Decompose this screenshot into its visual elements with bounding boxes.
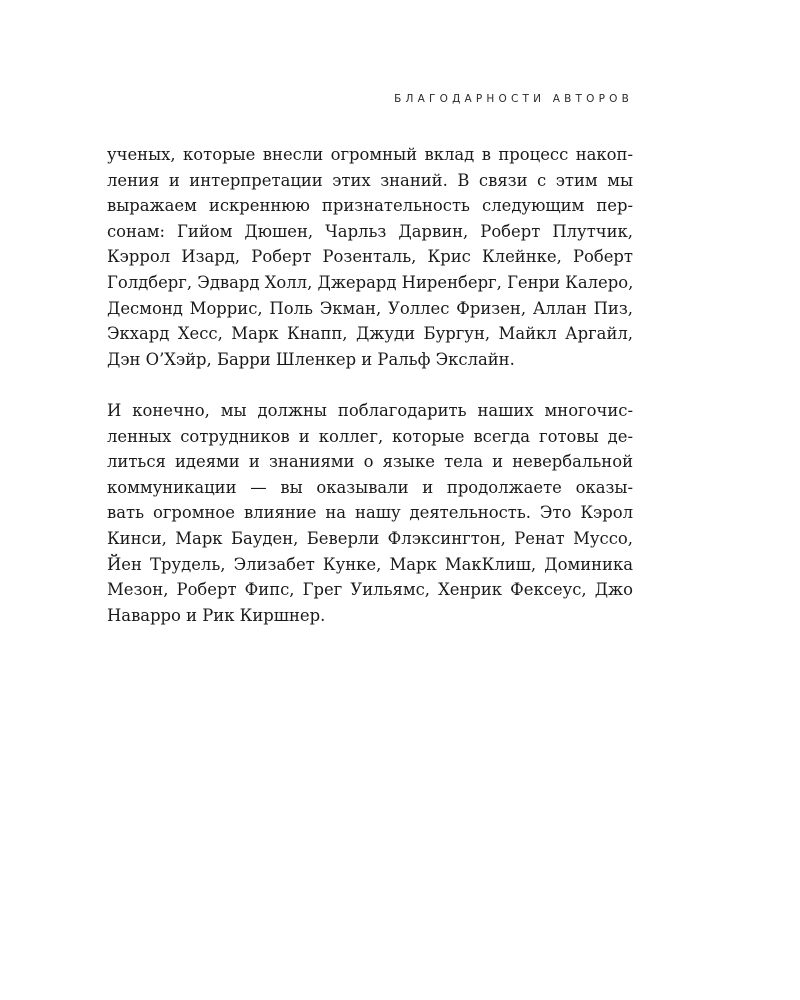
text-line: Дэн О’Хэйр, Барри Шленкер и Ральф Экслайн. [107, 349, 515, 369]
text-line: ученых, которые внесли огромный вклад в процесс накоп- [107, 145, 633, 164]
text-line: ленных сотрудников и коллег, которые всегда готовы де- [107, 426, 633, 446]
text-line: выражаем искреннюю признательность следующим пер- [107, 196, 633, 216]
running-head: БЛАГОДАРНОСТИ АВТОРОВ [394, 93, 633, 105]
text-line: Кинси, Марк Бауден, Беверли Флэксингтон, Ренат Муссо, [107, 528, 633, 548]
body-text [107, 142, 633, 628]
text-line: Десмонд Моррис, Поль Экман, Уоллес Фризен, Аллан Пиз, [107, 298, 633, 318]
paragraph-gap [107, 372, 633, 398]
text-line: вать огромное влияние на нашу деятельность. Это Кэрол [107, 503, 633, 523]
paragraph-2 [107, 398, 633, 628]
text-line: коммуникации — вы оказывали и продолжаете оказы- [107, 477, 633, 497]
text-line: литься идеями и знаниями о языке тела и невербальной [107, 452, 633, 472]
text-line: Йен Трудель, Элизабет Кунке, Марк МакКлиш, Доминика [107, 554, 633, 574]
text-line: сонам: Гийом Дюшен, Чарльз Дарвин, Роберт Плутчик, [107, 221, 633, 241]
text-line: Наварро и Рик Киршнер. [107, 605, 326, 625]
text-line: Кэррол Изард, Роберт Розенталь, Крис Клейнке, Роберт [107, 247, 633, 267]
text-line: ления и интерпретации этих знаний. В связи с этим мы [107, 170, 633, 190]
text-line: Мезон, Роберт Фипс, Грег Уильямс, Хенрик Фексеус, Джо [107, 580, 633, 600]
paragraph-1 [107, 142, 633, 372]
text-line: Голдберг, Эдвард Холл, Джерард Ниренберг, Генри Калеро, [107, 272, 634, 292]
text-line: Экхард Хесс, Марк Кнапп, Джуди Бургун, Майкл Аргайл, [107, 324, 633, 344]
text-line: И конечно, мы должны поблагодарить наших многочис- [107, 400, 633, 420]
